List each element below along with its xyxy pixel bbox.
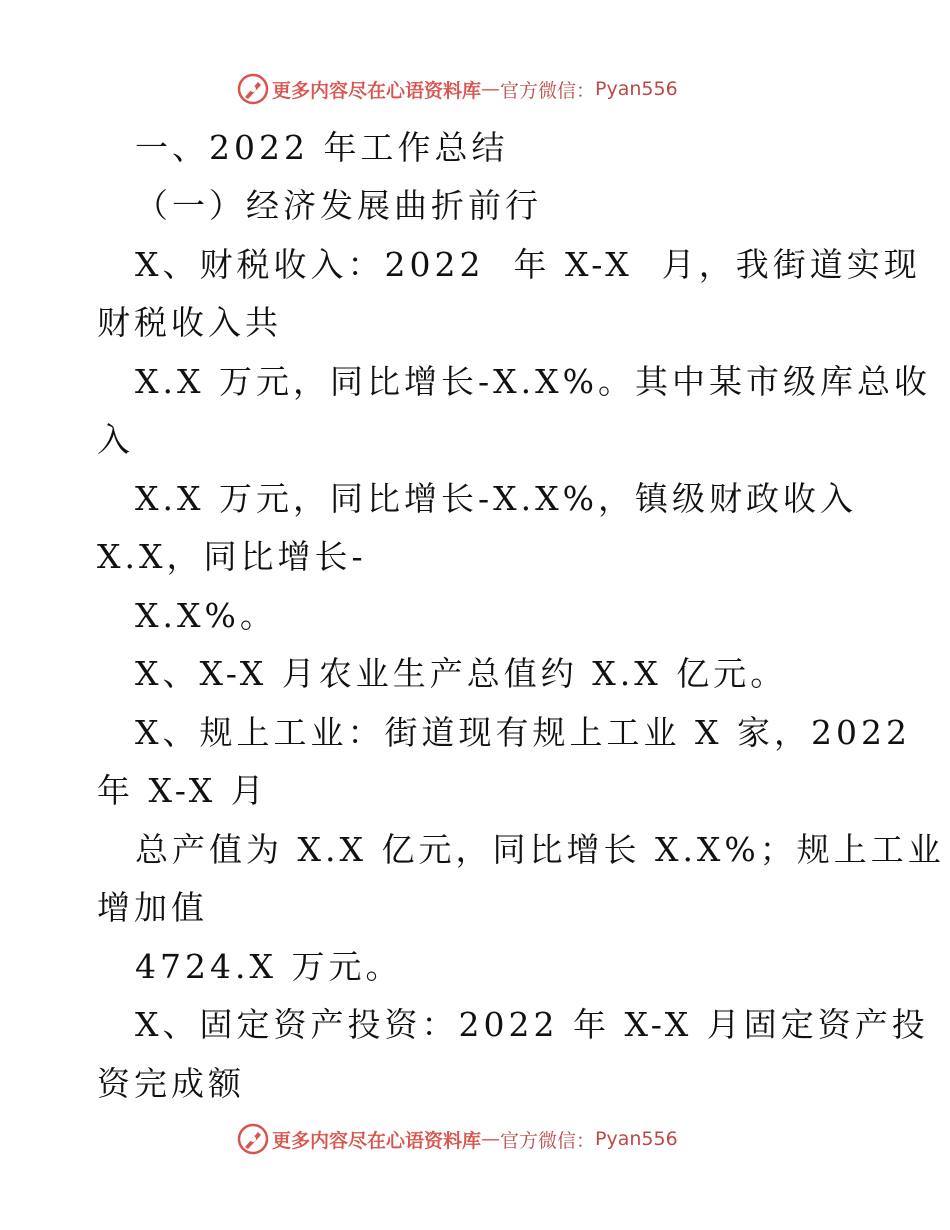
footer-watermark: [236, 1122, 678, 1156]
watermark-text: 更多内容尽在心语资料库: [272, 79, 482, 102]
paragraph-line: X.X%。: [135, 596, 277, 635]
watermark-wechat-label: 官方微信：: [500, 1129, 596, 1152]
paragraph-line: 4724.X 万元。: [135, 947, 403, 986]
watermark-wechat-label: 官方微信：: [500, 79, 596, 102]
paragraph-line: 增加值: [97, 888, 208, 927]
paragraph-line: X.X 万元，同比增长-X.X%。其中某市级库总收: [135, 362, 931, 401]
paragraph-line: 财税收入共: [97, 303, 282, 342]
paragraph-line: X、固定资产投资：2022 年 X-X 月固定资产投: [135, 1005, 929, 1044]
paragraph-line: 年 X-X 月: [97, 771, 268, 810]
paragraph-line: X、规上工业：街道现有规上工业 X 家，2022: [135, 713, 911, 752]
pen-circle-logo-icon: [236, 72, 270, 106]
watermark-text: 更多内容尽在心语资料库: [272, 1129, 482, 1152]
subsection-heading: （一）经济发展曲折前行: [135, 186, 542, 225]
paragraph-line: X.X 万元，同比增长-X.X%，镇级财政收入: [135, 479, 857, 518]
watermark-dash: —: [481, 78, 501, 100]
watermark-wechat-id: Pyan556: [595, 1128, 678, 1150]
header-watermark: [236, 72, 678, 106]
paragraph-line: 资完成额: [97, 1064, 245, 1103]
paragraph-line: 入: [97, 420, 134, 459]
paragraph-line: X、财税收入：2022 年 X-X 月，我街道实现: [135, 245, 921, 284]
watermark-dash: —: [481, 1128, 501, 1150]
watermark-wechat-id: Pyan556: [595, 78, 678, 100]
section-heading: 一、2022 年工作总结: [135, 128, 509, 167]
paragraph-line: X.X，同比增长-: [97, 537, 367, 576]
paragraph-line: X、X-X 月农业生产总值约 X.X 亿元。: [135, 654, 788, 693]
pen-circle-logo-icon: [236, 1122, 270, 1156]
paragraph-line: 总产值为 X.X 亿元，同比增长 X.X%；规上工业: [135, 830, 945, 869]
